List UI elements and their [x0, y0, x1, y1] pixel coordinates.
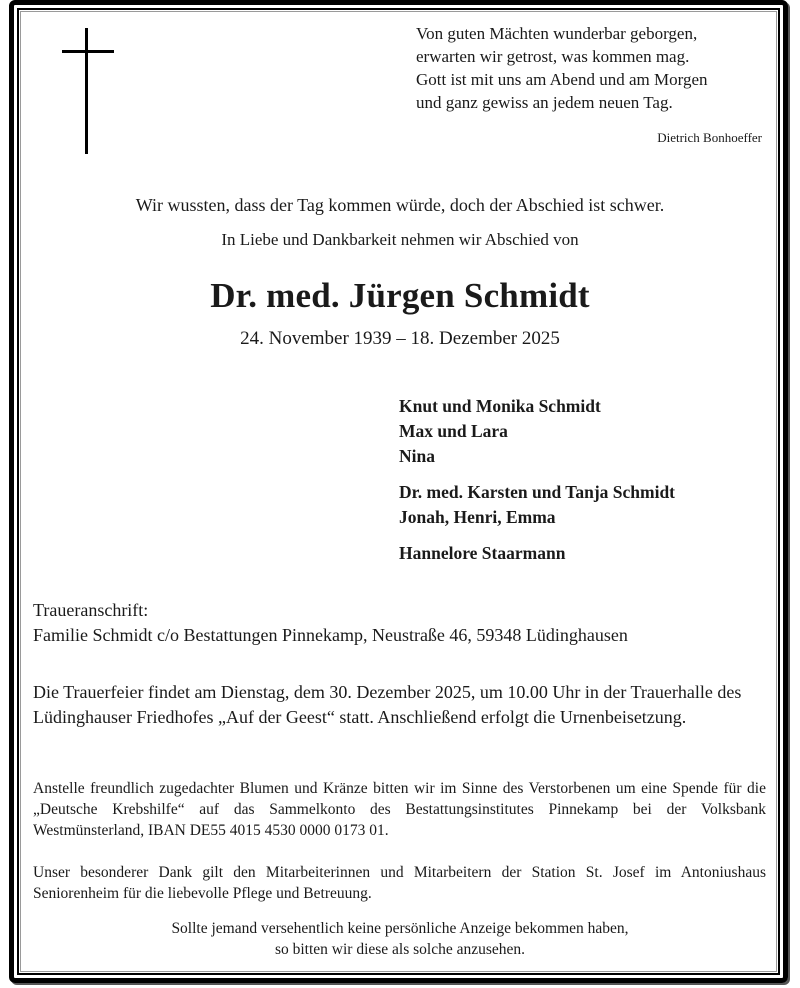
- mourner-name: Knut und Monika Schmidt: [399, 396, 601, 416]
- mourner-name: Max und Lara: [399, 421, 508, 441]
- intro-line-1: Wir wussten, dass der Tag kommen würde, doch der Abschied ist schwer.: [135, 195, 665, 215]
- poem-line: und ganz gewiss an jedem neuen Tag.: [416, 93, 673, 112]
- mourner-group: [399, 394, 675, 469]
- mourner-name: Dr. med. Karsten und Tanja Schmidt: [399, 482, 676, 502]
- cross-icon: [62, 28, 114, 154]
- deceased-dates: 24. November 1939 – 18. Dezember 2025: [240, 328, 560, 349]
- mourner-name: Nina: [399, 446, 435, 466]
- closing-note: [0, 918, 800, 960]
- thanks-note: Unser besonderer Dank gilt den Mitarbeiterinnen und Mitarbeitern der Station St. Josef im Antoniushaus Seniorenheim für die liebevolle Pflege und Betreuung.: [33, 864, 766, 902]
- donation-info: Anstelle freundlich zugedachter Blumen und Kränze bitten wir im Sinne des Verstorbenen um eine Spende für die „Deutsche Krebshilfe“ auf das Sammelkonto des Bestattungsinstitutes Pinnekamp bei der Volksbank Westmünsterland, IBAN DE55 4015 4530 0000 0173 01.: [33, 780, 766, 839]
- mourner-group: [399, 480, 675, 530]
- address-label: Traueranschrift:: [33, 600, 149, 620]
- address-value: Familie Schmidt c/o Bestattungen Pinnekamp, Neustraße 46, 59348 Lüdinghausen: [33, 625, 628, 645]
- poem-line: Gott ist mit uns am Abend und am Morgen: [416, 70, 708, 89]
- mourner-name: Hannelore Staarmann: [399, 543, 566, 563]
- closing-note-line-1: Sollte jemand versehentlich keine persönliche Anzeige bekommen haben,: [171, 920, 629, 937]
- mourner-name: Jonah, Henri, Emma: [399, 507, 556, 527]
- mourner-group: [399, 541, 675, 566]
- cross-vertical-bar: [85, 28, 88, 154]
- mourning-address: [33, 598, 628, 648]
- poem-author: Dietrich Bonhoeffer: [657, 130, 762, 145]
- deceased-name: Dr. med. Jürgen Schmidt: [210, 276, 590, 315]
- poem: [416, 22, 766, 149]
- cross-horizontal-bar: [62, 50, 114, 53]
- poem-line: erwarten wir getrost, was kommen mag.: [416, 47, 690, 66]
- intro-line-2: In Liebe und Dankbarkeit nehmen wir Abschied von: [221, 230, 579, 249]
- ceremony-info: Die Trauerfeier findet am Dienstag, dem 30. Dezember 2025, um 10.00 Uhr in der Trauerhalle des Lüdinghauser Friedhofes „Auf der Geest“ statt. Anschließend erfolgt die Urnenbeisetzung.: [33, 682, 742, 727]
- closing-note-line-2: so bitten wir diese als solche anzusehen.: [274, 941, 526, 958]
- poem-line: Von guten Mächten wunderbar geborgen,: [416, 24, 698, 43]
- mourners-list: [399, 394, 675, 577]
